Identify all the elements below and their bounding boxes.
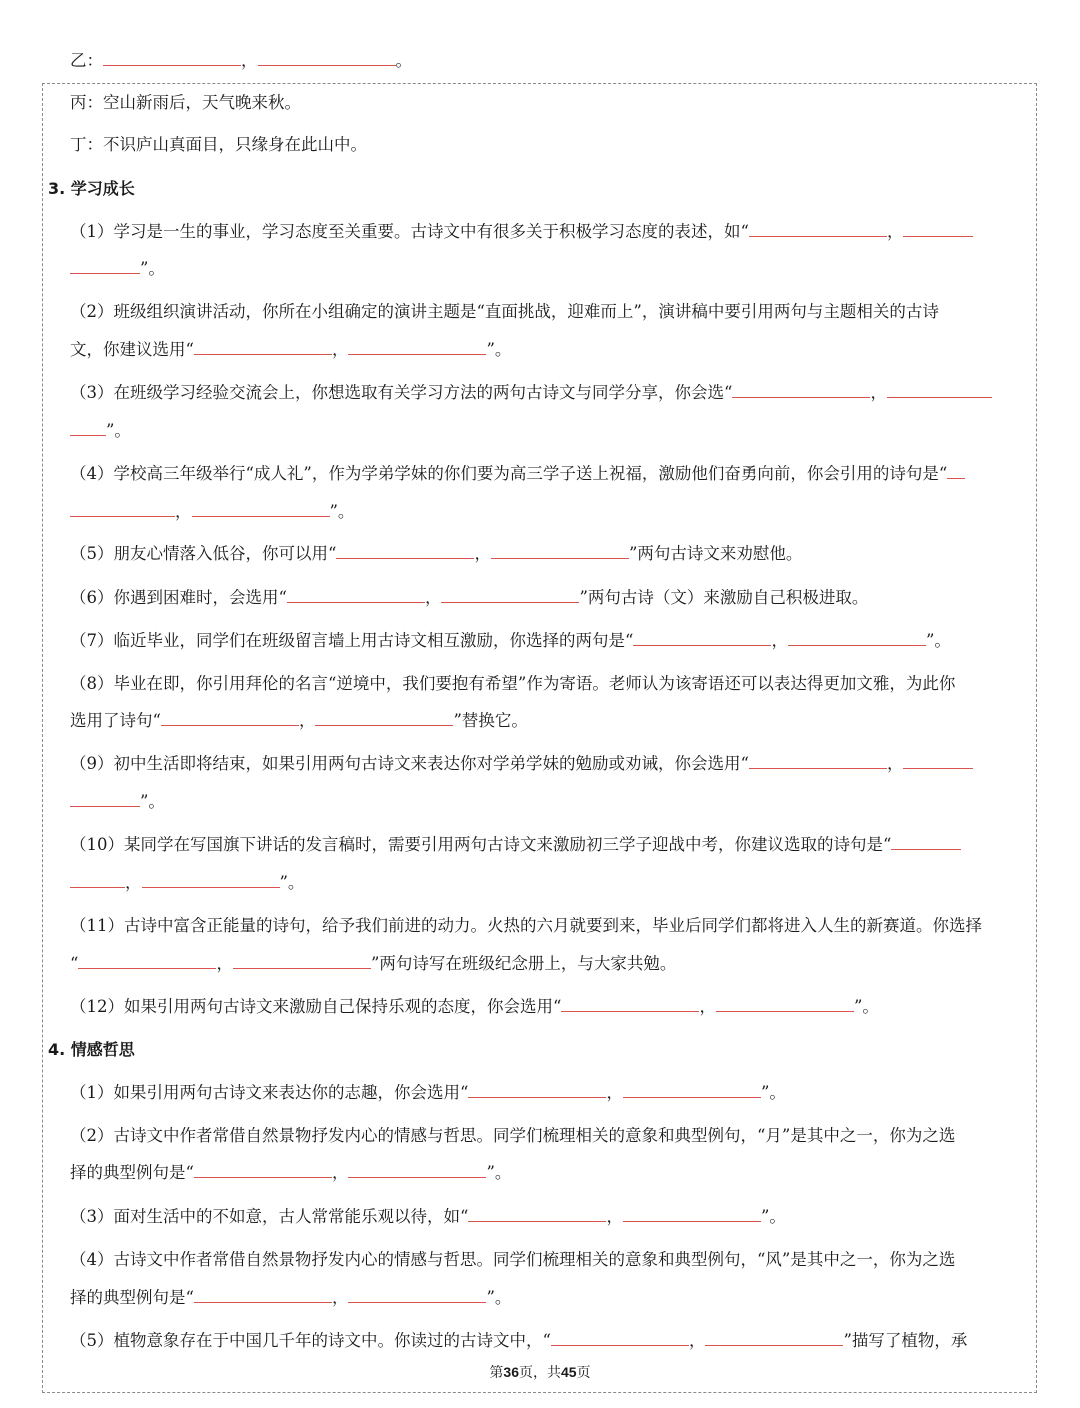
page-footer: 第36页，共45页 [489, 1364, 591, 1380]
blank[interactable] [903, 222, 973, 237]
blank[interactable] [70, 792, 140, 807]
s3-q7: （7）临近毕业，同学们在班级留言墙上用古诗文相互激励，你选择的两句是“ ， ”。 [70, 631, 951, 650]
s3-q12: （12）如果引用两句古诗文来激励自己保持乐观的态度，你会选用“ ， ”。 [70, 997, 879, 1016]
blank[interactable] [70, 421, 106, 436]
blank[interactable] [70, 873, 125, 888]
blank[interactable] [468, 1083, 606, 1098]
page-number: 36 [503, 1364, 519, 1380]
s3-q10: （10）某同学在写国旗下讲话的发言稿时，需要引用两句古诗文来激励初三学子迎战中考，你建议选取的诗句是“ [70, 834, 1030, 856]
blank[interactable] [70, 259, 140, 274]
section-title-learning: 3. 学习成长 [48, 179, 135, 198]
s3-q2: （2）班级组织演讲活动，你所在小组确定的演讲主题是“直面挑战，迎难而上”，演讲稿中要引用两句与主题相关的古诗 [70, 302, 939, 321]
s3-q8: （8）毕业在即，你引用拜伦的名言“逆境中，我们要抱有希望”作为寄语。老师认为该寄语还可以表达得更加文雅，为此你 [70, 674, 956, 693]
blank[interactable] [491, 544, 629, 559]
blank[interactable] [887, 383, 992, 398]
s3-q1: （1）学习是一生的事业，学习态度至关重要。古诗文中有很多关于积极学习态度的表述，如“ ， [70, 221, 1030, 243]
s3-q6: （6）你遇到困难时，会选用“ ， ”两句古诗（文）来激励自己积极进取。 [70, 588, 869, 607]
section-title-emotion: 4. 情感哲思 [48, 1040, 135, 1059]
s3-q11-cont: “ ， ”两句诗写在班级纪念册上，与大家共勉。 [70, 954, 677, 973]
line-bing: 丙：空山新雨后，天气晚来秋。 [70, 93, 301, 112]
blank[interactable] [194, 340, 332, 355]
s3-q3-cont: ”。 [70, 420, 1030, 442]
page-total: 45 [561, 1364, 577, 1380]
blank[interactable] [749, 222, 887, 237]
s4-q1: （1）如果引用两句古诗文来表达你的志趣，你会选用“ ， ”。 [70, 1083, 786, 1102]
s4-q3: （3）面对生活中的不如意，古人常常能乐观以待，如“ ， ”。 [70, 1207, 786, 1226]
blank[interactable] [623, 1207, 761, 1222]
s3-q5: （5）朋友心情落入低谷，你可以用“ ， ”两句古诗文来劝慰他。 [70, 544, 803, 563]
blank[interactable] [194, 1288, 332, 1303]
s4-q2-cont: 择的典型例句是“ ， ”。 [70, 1163, 512, 1182]
blank[interactable] [194, 1163, 332, 1178]
blank[interactable] [287, 588, 425, 603]
blank[interactable] [705, 1331, 843, 1346]
line-ding: 丁：不识庐山真面目，只缘身在此山中。 [70, 135, 367, 154]
blank[interactable] [161, 711, 299, 726]
blank[interactable] [78, 954, 216, 969]
blank[interactable] [233, 954, 371, 969]
blank[interactable] [716, 997, 854, 1012]
blank[interactable] [441, 588, 579, 603]
blank[interactable] [947, 464, 965, 479]
s4-q5: （5）植物意象存在于中国几千年的诗文中。你读过的古诗文中，“ ， ”描写了植物，承 [70, 1331, 968, 1350]
blank[interactable] [258, 51, 396, 66]
s3-q8-cont: 选用了诗句“ ， ”替换它。 [70, 711, 528, 730]
blank[interactable] [749, 754, 887, 769]
s4-q2: （2）古诗文中作者常借自然景物抒发内心的情感与哲思。同学们梳理相关的意象和典型例句，“月”是其中之一，你为之选 [70, 1126, 956, 1145]
blank[interactable] [623, 1083, 761, 1098]
blank[interactable] [348, 1288, 486, 1303]
blank[interactable] [891, 835, 961, 850]
blank[interactable] [348, 1163, 486, 1178]
blank[interactable] [70, 502, 175, 517]
s3-q4-cont: ， ”。 [70, 501, 1030, 523]
blank[interactable] [633, 631, 771, 646]
blank[interactable] [903, 754, 973, 769]
blank[interactable] [142, 873, 280, 888]
s3-q10-cont: ， ”。 [70, 872, 1030, 894]
blank[interactable] [468, 1207, 606, 1222]
blank[interactable] [192, 502, 330, 517]
blank[interactable] [336, 544, 474, 559]
answer-line-yi: 乙： ， 。 [70, 51, 412, 70]
s3-q4: （4）学校高三年级举行“成人礼”，作为学弟学妹的你们要为高三学子送上祝福，激励他们奋勇向前，你会引用的诗句是“ [70, 463, 1030, 485]
blank[interactable] [348, 340, 486, 355]
blank[interactable] [561, 997, 699, 1012]
blank[interactable] [551, 1331, 689, 1346]
s3-q1-cont: ”。 [70, 258, 1030, 280]
s3-q9-cont: ”。 [70, 791, 1030, 813]
s4-q4-cont: 择的典型例句是“ ， ”。 [70, 1288, 512, 1307]
blank[interactable] [788, 631, 926, 646]
blank[interactable] [103, 51, 241, 66]
s4-q4: （4）古诗文中作者常借自然景物抒发内心的情感与哲思。同学们梳理相关的意象和典型例句，“风”是其中之一，你为之选 [70, 1250, 956, 1269]
s3-q9: （9）初中生活即将结束，如果引用两句古诗文来表达你对学弟学妹的勉励或劝诫，你会选用“ ， [70, 753, 1030, 775]
s3-q3: （3）在班级学习经验交流会上，你想选取有关学习方法的两句古诗文与同学分享，你会选“ ， [70, 382, 1030, 404]
s3-q11: （11）古诗中富含正能量的诗句，给予我们前进的动力。火热的六月就要到来，毕业后同学们都将进入人生的新赛道。你选择 [70, 916, 982, 935]
s3-q2-cont: 文，你建议选用“ ， ”。 [70, 340, 512, 359]
blank[interactable] [732, 383, 870, 398]
blank[interactable] [315, 711, 453, 726]
